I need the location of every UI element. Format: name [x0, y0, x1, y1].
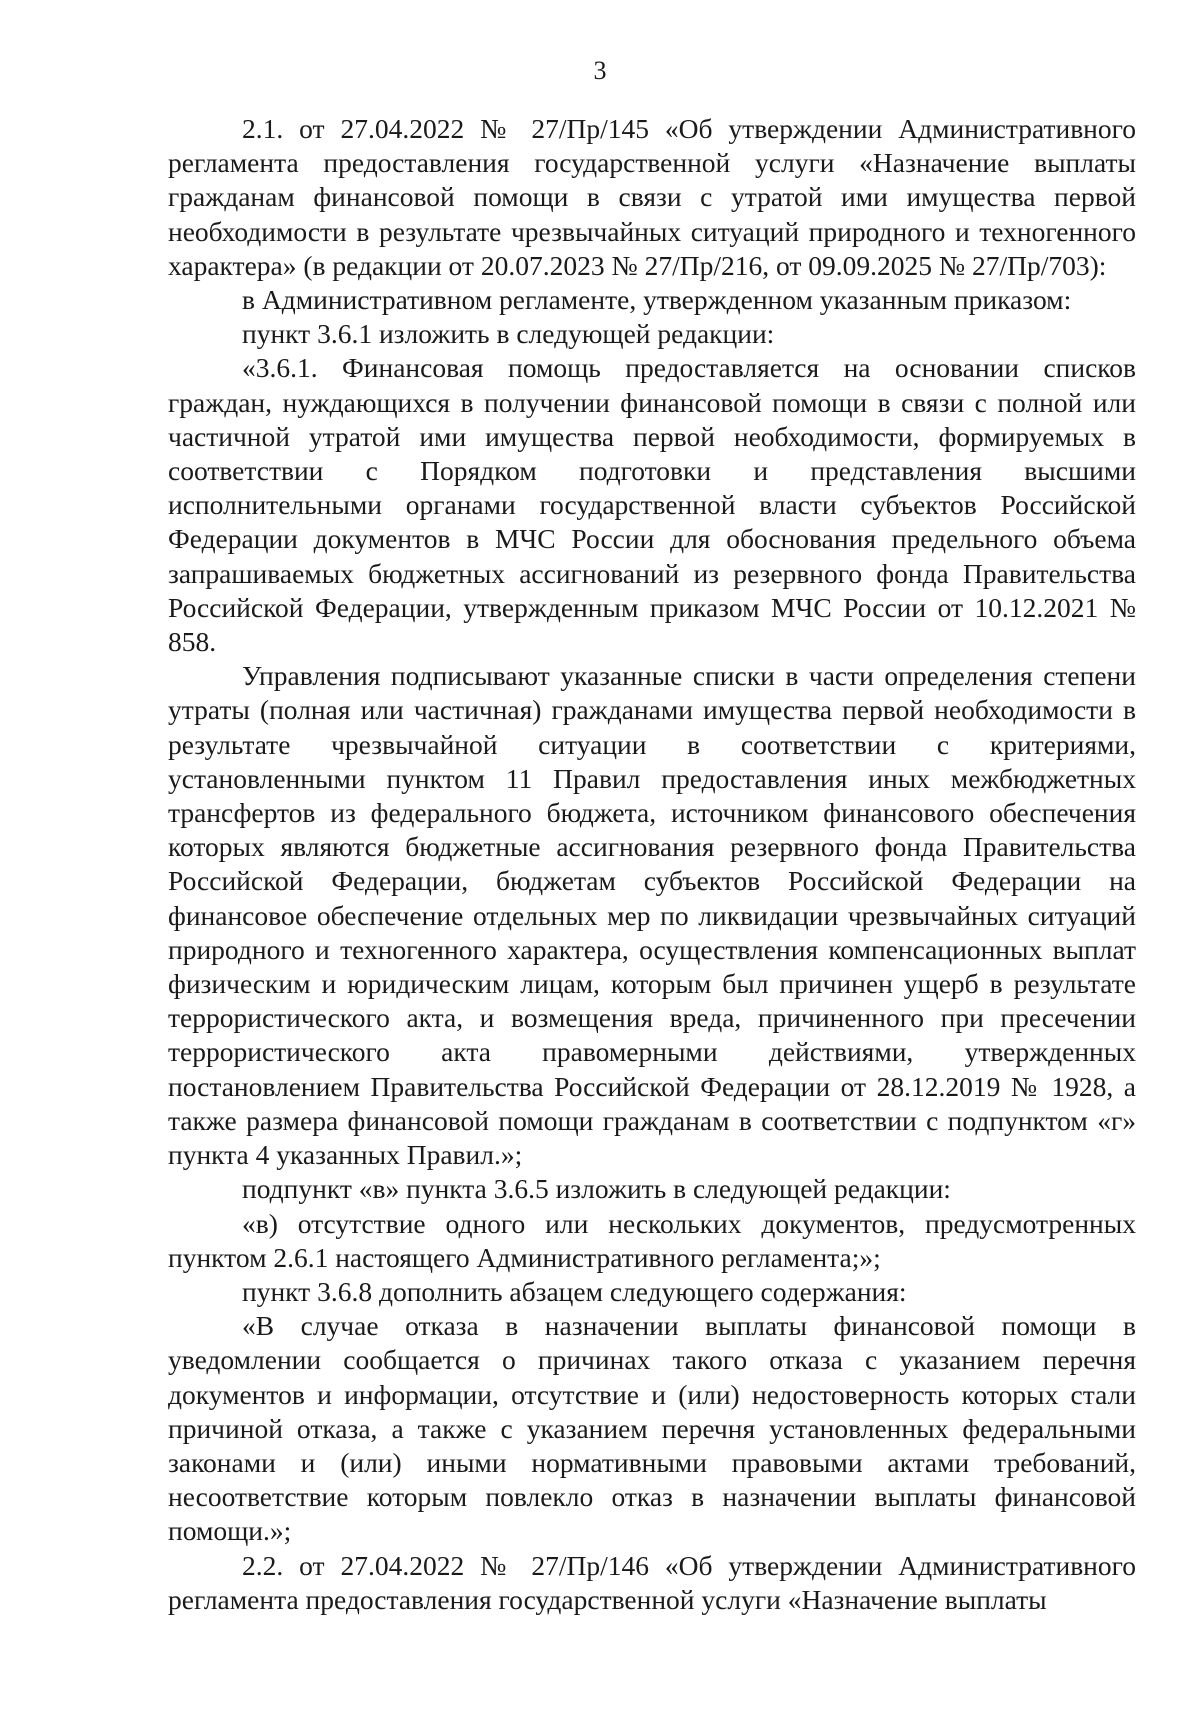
paragraph-subitem-v-instruction: подпункт «в» пункта 3.6.5 изложить в следующей редакции: — [242, 1173, 951, 1205]
paragraph-2-1: 2.1. от 27.04.2022 № 27/Пр/145 «Об утверждении Административного регламента предоставления государственной услуги «Назначение выплаты гражданам финансовой помощи в связи с утратой ими имущества первой необходимости в результате чрезвычайных ситуаций природного и техногенного характера» (в редакции от 20.07.2023 № 27/Пр/216, от 09.09.2025 № 27/Пр/703): — [168, 113, 1136, 281]
paragraph-departments: Управления подписывают указанные списки в части определения степени утраты (полная или частичная) гражданами имущества первой необходимости в результате чрезвычайной ситуации в соответствии с критериями, установленными пунктом 11 Правил предоставления иных межбюджетных трансфертов из федерального бюджета, источником финансового обеспечения которых являются бюджетные ассигнования резервного фонда Правительства Российской Федерации, бюджетам субъектов Российской Федерации на финансовое обеспечение отдельных мер по ликвидации чрезвычайных ситуаций природного и техногенного характера, осуществления компенсационных выплат физическим и юридическим лицам, которым был причинен ущерб в результате террористического акта, и возмещения вреда, причиненного при пресечении террористического акта правомерными действиями, утвержденных постановлением Правительства Российской Федерации от 28.12.2019 № 1928, а также размера финансовой помощи гражданам в соответствии с подпунктом «г» пункта 4 указанных Правил.»; — [168, 660, 1136, 1171]
paragraph-2-2: 2.2. от 27.04.2022 № 27/Пр/146 «Об утверждении Административного регламента предоставления государственной услуги «Назначение выплаты — [168, 1549, 1136, 1615]
paragraph-item-3-6-1-instruction: пункт 3.6.1 изложить в следующей редакции: — [242, 318, 775, 350]
document-body — [168, 112, 1136, 1617]
paragraph-subitem-v-text: «в) отсутствие одного или нескольких документов, предусмотренных пунктом 2.6.1 настоящего Административного регламента;»; — [168, 1207, 1136, 1273]
paragraph-3-6-1-text: «3.6.1. Финансовая помощь предоставляется на основании списков граждан, нуждающихся в получении финансовой помощи в связи с полной или частичной утратой ими имущества первой необходимости, формируемых в соответствии с Порядком подготовки и представления высшими исполнительными органами государственной власти субъектов Российской Федерации документов в МЧС России для обоснования предельного объема запрашиваемых бюджетных ассигнований из резервного фонда Правительства Российской Федерации, утвержденным приказом МЧС России от 10.12.2021 № 858. — [168, 352, 1136, 658]
page-number: 3 — [593, 56, 607, 85]
paragraph-3-6-8-text: «В случае отказа в назначении выплаты финансовой помощи в уведомлении сообщается о причинах такого отказа с указанием перечня документов и информации, отсутствие и (или) недостоверность которых стали причиной отказа, а также с указанием перечня установленных федеральными законами и (или) иными нормативными правовыми актами требований, несоответствие которым повлекло отказ в назначении выплаты финансовой помощи.»; — [168, 1310, 1136, 1547]
paragraph-item-3-6-8-instruction: пункт 3.6.8 дополнить абзацем следующего содержания: — [242, 1275, 907, 1307]
paragraph-regulation-intro: в Административном регламенте, утвержденном указанным приказом: — [242, 284, 1072, 316]
